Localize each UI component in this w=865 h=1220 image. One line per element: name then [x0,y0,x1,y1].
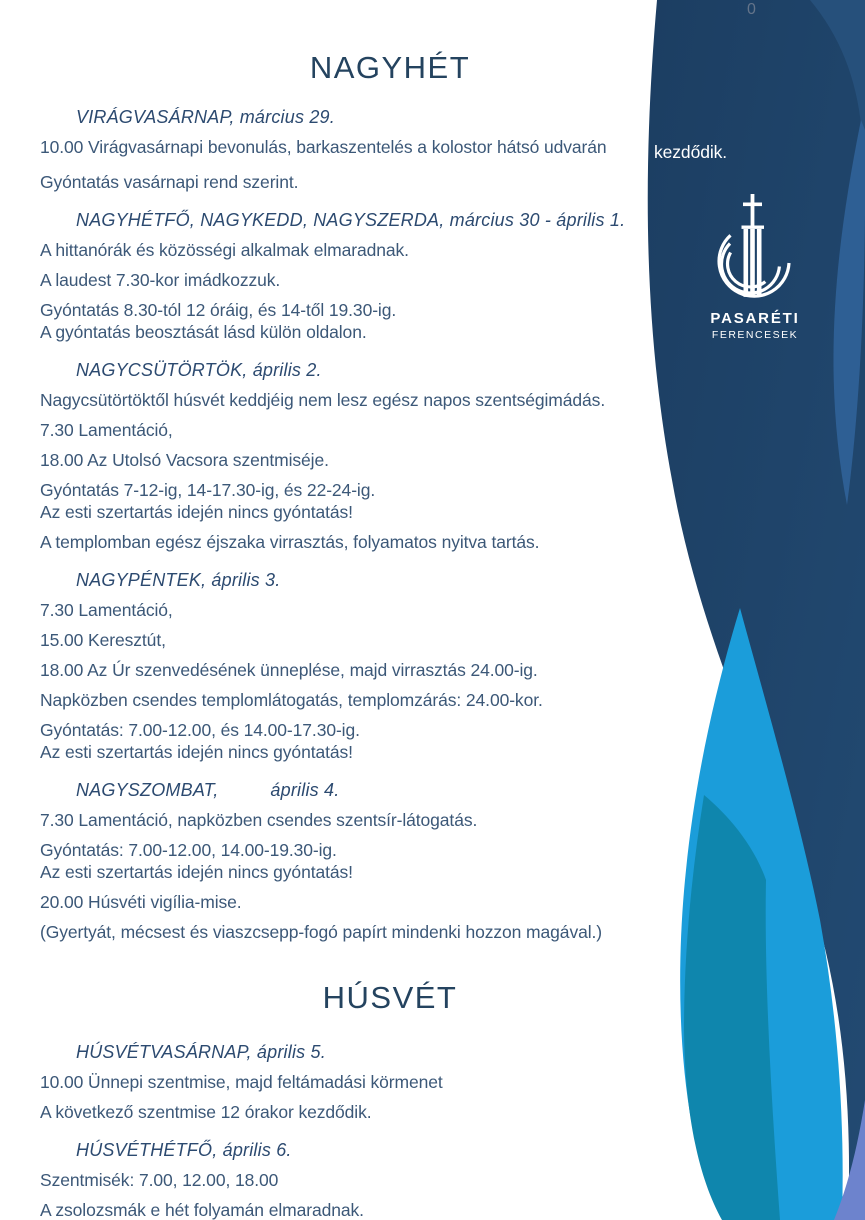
schedule-line: Az esti szertartás idején nincs gyóntatás! [40,502,353,522]
schedule-line: A következő szentmise 12 órakor kezdődik. [40,1102,372,1122]
section-title-nagyhet: NAGYHÉT [309,50,471,85]
schedule-line: 18.00 Az Utolsó Vacsora szentmiséje. [40,450,329,470]
schedule-line: 20.00 Húsvéti vigília-mise. [40,892,242,912]
schedule-line: 15.00 Keresztút, [40,630,166,650]
schedule-line: A hittanórák és közösségi alkalmak elmaradnak. [40,240,409,260]
document-content [40,0,800,1220]
schedule-line: A zsolozsmák e hét folyamán elmaradnak. [40,1200,364,1220]
schedule-line: 10.00 Ünnepi szentmise, majd feltámadási körmenet [40,1072,443,1092]
schedule-line: A templomban egész éjszaka virrasztás, folyamatos nyitva tartás. [40,532,540,552]
page-number: 0 [747,1,756,18]
schedule-line: Gyóntatás: 7.00-12.00, 14.00-19.30-ig. [40,840,337,860]
schedule-line [40,136,800,163]
schedule-line-white-word: kezdődik. [654,142,728,162]
schedule-line: A gyóntatás beosztását lásd külön oldalon. [40,322,367,342]
schedule-line: Szentmisék: 7.00, 12.00, 18.00 [40,1170,279,1190]
schedule-line: Napközben csendes templomlátogatás, templomzárás: 24.00-kor. [40,690,543,710]
schedule-line: (Gyertyát, mécsest és viaszcsepp-fogó papírt mindenki hozzon magával.) [40,922,602,942]
schedule-line: Gyóntatás 8.30-tól 12 óráig, és 14-től 19.30-ig. [40,300,397,320]
day-heading-nagyszombat: NAGYSZOMBAT, április 4. [76,780,340,800]
day-heading-nagypentek: NAGYPÉNTEK, április 3. [76,570,281,590]
schedule-line: Nagycsütörtöktől húsvét keddjéig nem lesz egész napos szentségimádás. [40,390,606,410]
schedule-line: Gyóntatás vasárnapi rend szerint. [40,172,299,192]
schedule-line: Az esti szertartás idején nincs gyóntatás! [40,862,353,882]
schedule-line-text: 10.00 Virágvasárnapi bevonulás, barkaszentelés a kolostor hátsó udvarán [40,137,607,157]
schedule-line: Az esti szertartás idején nincs gyóntatás! [40,742,353,762]
day-heading-husvetvasarnap: HÚSVÉTVASÁRNAP, április 5. [76,1042,326,1062]
day-heading-viragvasarnap: VIRÁGVASÁRNAP, március 29. [76,107,335,127]
schedule-line: 7.30 Lamentáció, napközben csendes szentsír-látogatás. [40,810,478,830]
day-heading-husvethetfo: HÚSVÉTHÉTFŐ, április 6. [76,1140,292,1160]
schedule-line: Gyóntatás 7-12-ig, 14-17.30-ig, és 22-24-ig. [40,480,376,500]
schedule-line: 7.30 Lamentáció, [40,420,173,440]
schedule-line: A laudest 7.30-kor imádkozzuk. [40,270,281,290]
logo-subtitle-text: FERENCESEK [711,329,799,341]
section-title-husvet: HÚSVÉT [322,980,458,1015]
schedule-line: 18.00 Az Úr szenvedésének ünneplése, majd virrasztás 24.00-ig. [40,660,538,680]
schedule-line: Gyóntatás: 7.00-12.00, és 14.00-17.30-ig. [40,720,360,740]
day-heading-nagyhetfo: NAGYHÉTFŐ, NAGYKEDD, NAGYSZERDA, március 30 - április 1. [76,210,626,230]
logo-name-text: PASARÉTI [710,310,800,327]
day-heading-nagycsutortok: NAGYCSÜTÖRTÖK, április 2. [76,360,322,380]
schedule-line: 7.30 Lamentáció, [40,600,173,620]
